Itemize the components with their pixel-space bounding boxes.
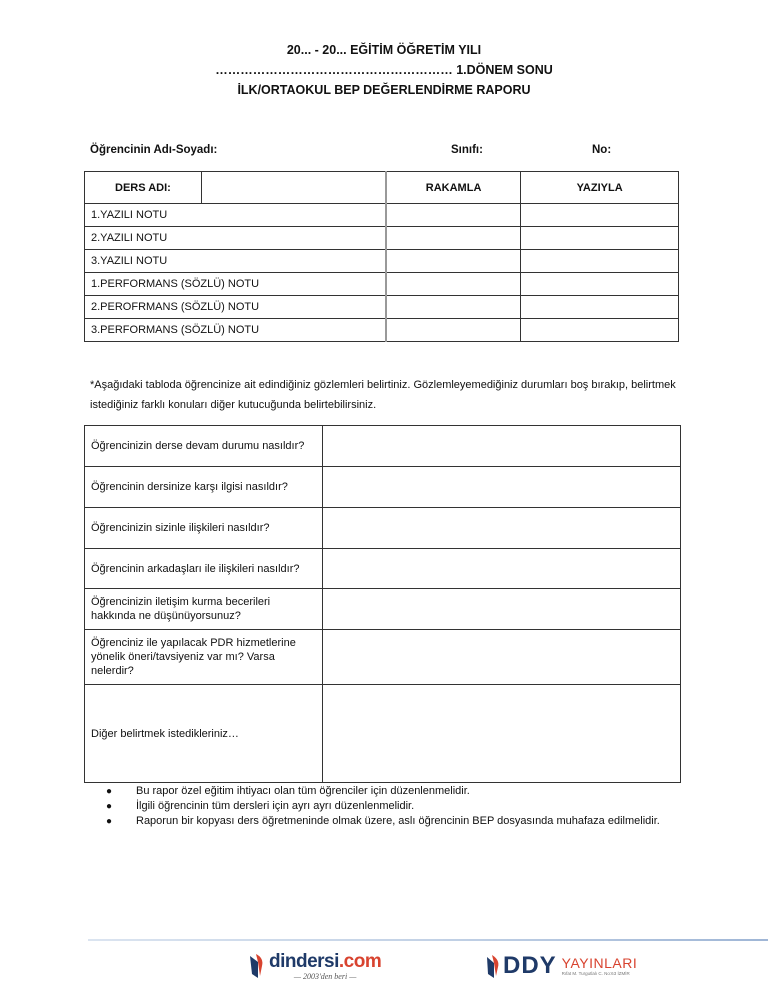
grade-row	[85, 204, 679, 227]
grade-digits-field[interactable]	[386, 227, 521, 250]
observation-question: Diğer belirtmek istedikleriniz…	[85, 685, 323, 783]
grade-digits-field[interactable]	[386, 250, 521, 273]
grades-table	[84, 171, 679, 342]
grade-row	[85, 227, 679, 250]
grade-row	[85, 296, 679, 319]
observation-answer-field[interactable]	[322, 549, 680, 589]
class-label: Sınıfı:	[451, 144, 483, 156]
observation-row	[85, 685, 681, 783]
observation-question: Öğrencinizin sizinle ilişkileri nasıldır?	[85, 508, 323, 549]
grade-words-field[interactable]	[521, 296, 679, 319]
observation-answer-field[interactable]	[322, 467, 680, 508]
column-header-digits: RAKAMLA	[386, 172, 521, 204]
grade-digits-field[interactable]	[386, 273, 521, 296]
observation-question: Öğrencinizin derse devam durumu nasıldır?	[85, 426, 323, 467]
grade-digits-field[interactable]	[386, 296, 521, 319]
observation-answer-field[interactable]	[322, 685, 680, 783]
grades-header-row	[85, 172, 679, 204]
observation-row	[85, 467, 681, 508]
observation-row	[85, 508, 681, 549]
logo2-sub-text: YAYINLARI	[561, 954, 638, 971]
grade-row-label: 2.PEROFRMANS (SÖZLÜ) NOTU	[85, 296, 386, 319]
grade-row	[85, 273, 679, 296]
logo-tagline: 2003'den beri	[303, 972, 348, 981]
observation-row	[85, 426, 681, 467]
observation-row	[85, 589, 681, 630]
grade-row-label: 1.YAZILI NOTU	[85, 204, 386, 227]
observation-row	[85, 630, 681, 685]
logo2-address: Rıfat M. Turgutlalı C. No:63 İZMİR	[561, 970, 630, 976]
header-line-2: ………………………………………………… 1.DÖNEM SONU	[215, 63, 553, 77]
grade-words-field[interactable]	[521, 319, 679, 342]
grade-words-field[interactable]	[521, 227, 679, 250]
number-label: No:	[592, 144, 612, 156]
grade-row	[85, 319, 679, 342]
flame-icon	[485, 954, 501, 978]
grade-words-field[interactable]	[521, 250, 679, 273]
ddy-logo[interactable]	[485, 952, 637, 980]
flame-icon	[248, 952, 266, 978]
observation-answer-field[interactable]	[322, 589, 680, 630]
observation-question: Öğrencinizin iletişim kurma becerileri hakkında ne düşünüyorsunuz?	[85, 589, 323, 630]
grade-words-field[interactable]	[521, 204, 679, 227]
observation-question: Öğrencinin dersinize karşı ilgisi nasıldır?	[85, 467, 323, 508]
note-item: ● İlgili öğrencinin tüm dersleri için ayrı ayrı düzenlenmelidir.	[106, 800, 415, 812]
grade-row-label: 2.YAZILI NOTU	[85, 227, 386, 250]
grade-digits-field[interactable]	[386, 204, 521, 227]
observation-row	[85, 549, 681, 589]
grade-row	[85, 250, 679, 273]
grade-digits-field[interactable]	[386, 319, 521, 342]
note-item: ● Raporun bir kopyası ders öğretmeninde olmak üzere, aslı öğrencinin BEP dosyasında muhafaza edilmelidir.	[106, 815, 660, 827]
observation-answer-field[interactable]	[322, 630, 680, 685]
dindersi-logo[interactable]: dindersi.com — 2003'den beri —	[248, 952, 381, 982]
grade-row-label: 3.PERFORMANS (SÖZLÜ) NOTU	[85, 319, 386, 342]
bullet-icon: ●	[106, 786, 113, 797]
header-line-1: 20... - 20... EĞİTİM ÖĞRETİM YILI	[286, 43, 482, 57]
student-name-label: Öğrencinin Adı-Soyadı:	[90, 144, 218, 156]
instructions-text: *Aşağıdaki tabloda öğrencinize ait edindiğiniz gözlemleri belirtiniz. Gözlemleyemediğiniz durumları boş bırakıp, belirtmek istediğiniz farklı konuları diğer kutucuğunda belirtebilirsiniz.	[90, 379, 676, 411]
grade-row-label: 3.YAZILI NOTU	[85, 250, 386, 273]
bullet-icon: ●	[106, 816, 113, 827]
observation-answer-field[interactable]	[322, 426, 680, 467]
observation-question: Öğrencinin arkadaşları ile ilişkileri nasıldır?	[85, 549, 323, 589]
course-name-field[interactable]	[201, 172, 386, 204]
column-header-words: YAZIYLA	[521, 172, 679, 204]
grade-row-label: 1.PERFORMANS (SÖZLÜ) NOTU	[85, 273, 386, 296]
observation-question: Öğrenciniz ile yapılacak PDR hizmetlerine yönelik öneri/tavsiyeniz var mı? Varsa nelerdir?	[85, 630, 323, 685]
logo-tld-text: .com	[338, 951, 382, 972]
notes-list	[106, 784, 696, 829]
course-label: DERS ADI:	[85, 172, 202, 204]
grade-words-field[interactable]	[521, 273, 679, 296]
bullet-icon: ●	[106, 801, 113, 812]
logo2-main-text: DDY	[503, 952, 557, 979]
observations-table	[84, 425, 681, 783]
note-item: ● Bu rapor özel eğitim ihtiyacı olan tüm öğrenciler için düzenlenmelidir.	[106, 785, 470, 797]
observation-answer-field[interactable]	[322, 508, 680, 549]
report-title: İLK/ORTAOKUL BEP DEĞERLENDİRME RAPORU	[237, 83, 531, 97]
footer-divider	[88, 939, 768, 941]
logo-main-text: dindersi	[269, 951, 339, 972]
